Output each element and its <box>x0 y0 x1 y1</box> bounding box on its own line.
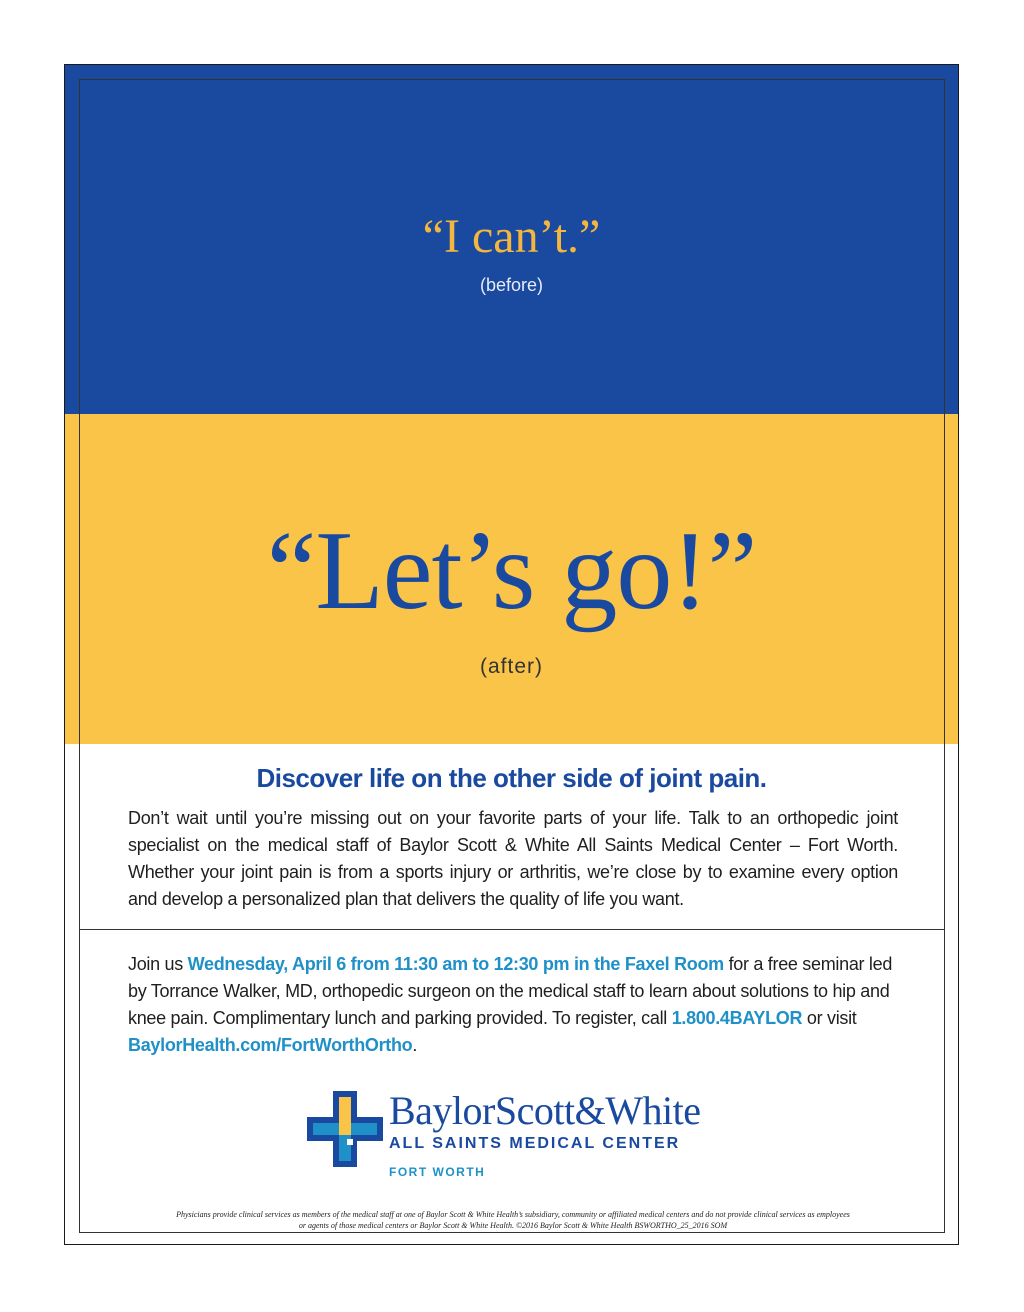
brand-logo <box>389 1089 700 1179</box>
logo-name: BaylorScott&White <box>389 1088 701 1133</box>
logo-city: FORT WORTH <box>389 1165 486 1179</box>
after-label: (after) <box>479 655 543 678</box>
seminar-or-visit: or visit <box>802 1008 857 1028</box>
disclaimer: Physicians provide clinical services as members of the medical staff at one of Baylor Scott & White Health’s subsidiary, community or affiliated medical centers and do not provide clinical services as employees or agents of those medical centers or Baylor Scott & White Health. ©2016 Baylor Scott & White Health BSWORTHO_25_2016 SOM <box>176 1210 850 1230</box>
phone-link[interactable]: 1.800.4BAYLOR <box>671 1008 803 1028</box>
after-quote: “Let’s go!” <box>266 509 757 633</box>
cross-logo-icon <box>307 1091 383 1167</box>
before-label: (before) <box>479 275 544 295</box>
flyer <box>64 64 959 1245</box>
seminar-body: for a free seminar led by Torrance Walker, MD, orthopedic surgeon on the medical staff to learn about solutions to hip and knee pain. Complimentary lunch and parking provided. To register, call <box>128 954 893 1028</box>
website-link[interactable]: BaylorHealth.com/FortWorthOrtho <box>128 1035 413 1055</box>
seminar-paragraph <box>128 951 898 1059</box>
before-quote: “I can’t.” <box>422 210 601 263</box>
logo-subtitle: ALL SAINTS MEDICAL CENTER <box>389 1135 681 1152</box>
headline: Discover life on the other side of joint pain. <box>256 763 767 793</box>
intro-paragraph: Don’t wait until you’re missing out on your favorite parts of your life. Talk to an orthopedic joint specialist on the medical staff of Baylor Scott & White All Saints Medical Center – Fort Worth. Whether your joint pain is from a sports injury or arthritis, we’re close by to examine every option and develop a personalized plan that delivers the quality of life you want. <box>128 808 898 909</box>
seminar-date-location: Wednesday, April 6 from 11:30 am to 12:30 pm in the Faxel Room <box>187 954 724 974</box>
before-panel <box>65 65 958 414</box>
seminar-end: . <box>412 1035 418 1055</box>
seminar-join: Join us <box>128 954 188 974</box>
section-divider <box>79 929 945 930</box>
